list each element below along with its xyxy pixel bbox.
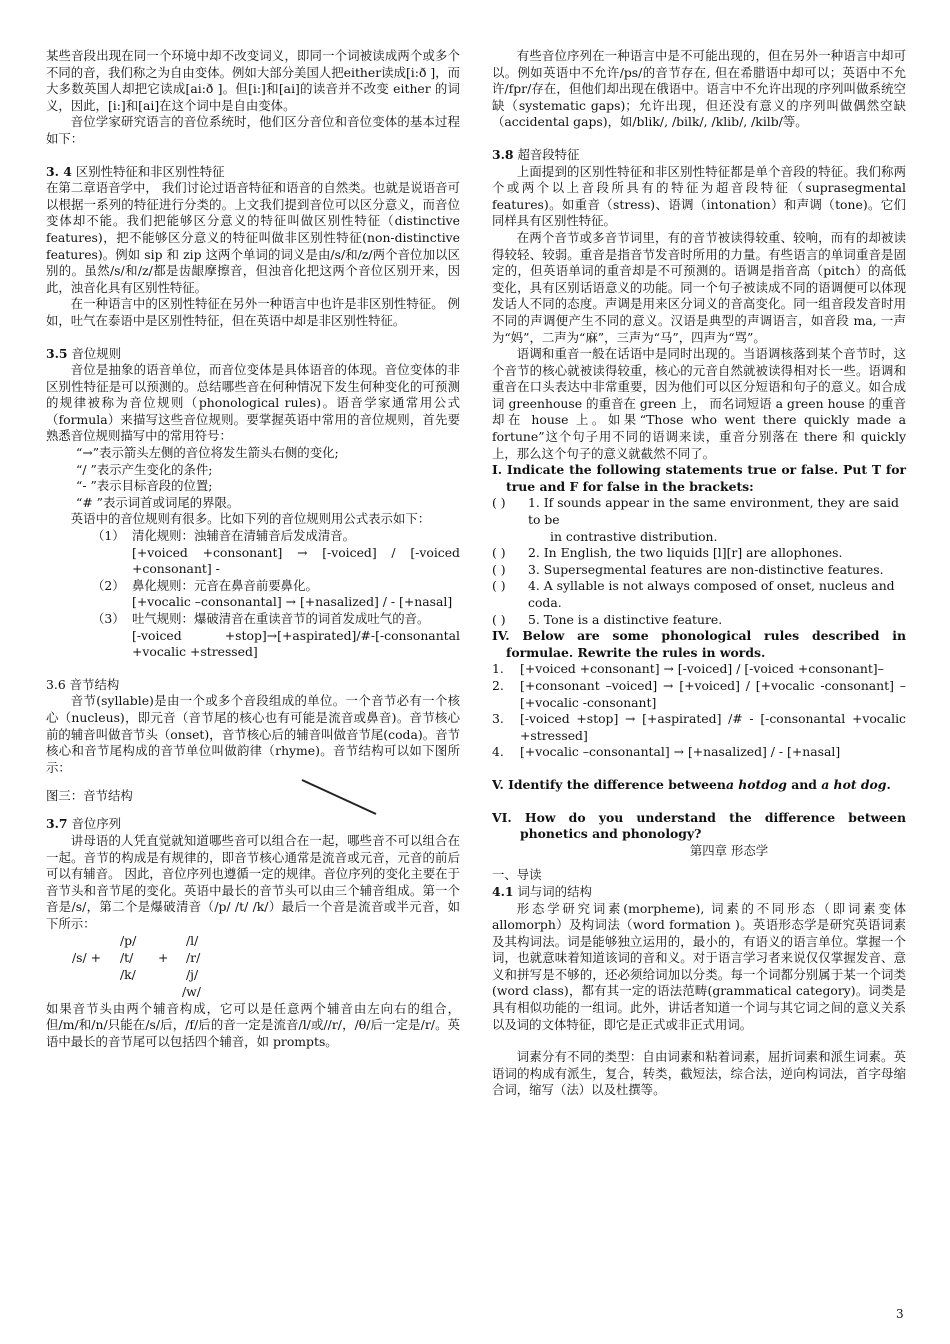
chapter-4-title: 第四章 形态学 bbox=[689, 842, 769, 858]
symbol-dash: “- ”表示目标音段的位置; bbox=[76, 478, 213, 494]
true-false-item: ( ) 5. Tone is a distinctive feature. bbox=[492, 611, 723, 627]
section-4-1-heading: 4.1 词与词的结构 bbox=[492, 883, 592, 899]
section-3-5-paragraph-2: 英语中的音位规则有很多。比如下列的音位规则用公式表示如下： bbox=[70, 511, 431, 527]
symbol-arrow: “→”表示箭头左侧的音位将发生箭头右侧的变化; bbox=[76, 445, 339, 461]
section-4-1-paragraph-2: 词素分有不同的类型：自由词素和粘着词素，屈折词素和派生词素。英语词的构成有派生，复合，转类，截短法，综合法，逆向构词法，首字母缩合词，缩写（法）以及杜撰等。 bbox=[492, 1049, 906, 1098]
figure-syllable-structure bbox=[46, 776, 460, 816]
figure-caption: 图三：音节结构 bbox=[46, 788, 133, 804]
exercise-6-heading: VI. How do you understand the difference between phonetics and phonology? bbox=[492, 809, 906, 842]
symbol-slash: “/ ”表示产生变化的条件; bbox=[76, 461, 213, 477]
section-3-4-heading: 3. 4 区别性特征和非区别性特征 bbox=[46, 163, 225, 179]
right-column bbox=[492, 48, 906, 1099]
true-false-item: ( ) 1. If sounds appear in the same environment, they are said to be in contrastive distribution. bbox=[492, 495, 899, 544]
rule-item: （1） 清化规则：浊辅音在清辅音后发成清音。 [+voiced +consonant] → [-voiced] / [-voiced +consonant] - bbox=[92, 528, 460, 577]
rule-list bbox=[78, 528, 460, 661]
figure-line bbox=[300, 776, 380, 816]
section-3-7-paragraph-1: 讲母语的人凭直觉就知道哪些音可以组合在一起，哪些音不可以组合在一起。音节的构成是有规律的，即音节核心通常是流音或元音，元音的前后可以有辅音。 因此，音位序列也遵循一定的规律。音位序列的变化主要在于音节头和音节尾的变化。英语中最长的音节头可以由三个辅音组成。第一个音是/s/，第二个是爆破清音（/p/ /t/ /k/）最后一个音是流音或半元音，如下所示： bbox=[46, 832, 460, 931]
section-3-5-paragraph-1: 音位是抽象的语音单位，而音位变体是具体语音的体现。音位变体的非区别性特征是可以预测的。总结哪些音在何种情况下发生何种变化的可预测的规律被称为音位规则（phonological rules)。语音学家通常用公式（formula）来描写这些音位规则。要掌握英语中常用的音位规则，首先要熟悉音位规则描写中的常用符号： bbox=[46, 362, 460, 444]
symbol-hash: “# ”表示词首或词尾的界限。 bbox=[76, 494, 240, 510]
left-column bbox=[46, 48, 460, 1050]
section-4-1-paragraph-1: 形态学研究词素(morpheme), 词素的不同形态（即词素变体allomorph）及构词法（word formation )。英语形态学是研究英语词素及其构词法。词是能够独立运用的，最小的，有语义的语言单位。掌握一个词，也就意味着知道该词的音和义。对于语言学习者来说仅仅掌握发音、意义和拼写是不够的，还必须给词加以分类。每一个词都分别属于某一个词类(word class)，都有其一定的语法范畴(grammatical category)。词类是具有相似功能的一组词。此外，讲话者知道一个词与其它词之间的意义关系以及词的文体特征，即它是正式或非正式用词。 bbox=[492, 900, 906, 1032]
section-3-4-paragraph-2: 在一种语言中的区别性特征在另外一种语言中也许是非区别性特征。 例如，吐气在泰语中是区别性特征，但在英语中却是非区别性特征。 bbox=[46, 296, 460, 328]
section-3-5-heading: 3.5 音位规则 bbox=[46, 345, 122, 361]
onset-sequence-diagram: /p/ /s/ + /t/ /k/ + /l/ /r/ /j/ /w/ bbox=[72, 932, 201, 999]
section-3-6-paragraph: 音节(syllable)是由一个或多个音段组成的单位。一个音节必有一个核心（nucleus)，即元音（音节尾的核心也有可能是流音或鼻音)。音节核心前的辅音叫做音节头（onset)，音节核心后的辅音叫做音节尾(coda)。音节核心和音节尾构成的音节单位叫做韵律（rhyme)。音节结构可以如下图所示： bbox=[46, 693, 460, 775]
section-3-8-paragraph-2: 在两个音节或多音节词里，有的音节被读得较重、较响，而有的却被读得较轻、较弱。重音是指音节发音时所用的力量。有些语言的单词重音是固定的，但英语单词的重音却是不可预测的。语调是指音高（pitch）的高低变化，具有区别话语意义的功能。同一个句子被读成不同的语调便可以体现发话人不同的态度。声调是用来区分词义的音高变化。同一组音段发音时用不同的声调便产生不同的意义。汉语是典型的声调语言，如音段 ma, 一声为“妈”，二声为“麻”，三声为“马”，四声为“骂”。 bbox=[492, 229, 906, 345]
page-number: 3 bbox=[896, 1307, 904, 1321]
exercise-4-heading: IV. Below are some phonological rules described in formulae. Rewrite the rules in words. bbox=[492, 628, 906, 660]
rewrite-list bbox=[492, 661, 906, 761]
true-false-list bbox=[492, 495, 906, 628]
exercise-5-heading: V. Identify the difference betweena hotdog and a hot dog. bbox=[492, 776, 891, 792]
true-false-item: ( ) 4. A syllable is not always composed of onset, nucleus and coda. bbox=[492, 578, 895, 610]
rewrite-item: 1. [+voiced +consonant] → [-voiced] / [-voiced +consonant]– bbox=[492, 661, 884, 677]
exercise-1-heading: I. Indicate the following statements true or false. Put T for true and F for false in the brackets: bbox=[492, 462, 906, 494]
section-3-8-paragraph-3: 语调和重音一般在话语中是同时出现的。当语调核落到某个音节时，这个音节的核心就被读得较重，核心的元音自然就被读得相对长一些。语调和重音在口头表达中非常重要，因为他们可以区分短语和句子的意义。如合成词 greenhouse 的重音在 green 上， 而名词短语 a green house 的重音却在 house 上。如果“Those who went there quickly made a fortune”这个句子用不同的语调来读，重音分别落在 there 和 quickly 上，那么这个句子的意义就截然不同了。 bbox=[492, 346, 906, 461]
rewrite-item: 4. [+vocalic –consonantal] → [+nasalized] / - [+nasal] bbox=[492, 744, 841, 760]
intro-heading: 一、导读 bbox=[492, 867, 542, 883]
rewrite-item: 3. [-voiced +stop] → [+aspirated] /# - [-consonantal +vocalic +stressed] bbox=[492, 711, 906, 743]
rewrite-item: 2. [+consonant –voiced] → [+voiced] / [+vocalic -consonant] –[+vocalic -consonant] bbox=[492, 677, 906, 710]
paragraph-gaps: 有些音位序列在一种语言中是不可能出现的，但在另外一种语言中却可以。例如英语中不允许/ps/的音节存在, 但在希腊语中却可以；英语中不允许/fpr/存在，但他们却出现在俄语中。语言中不允许出现的序列叫做系统空缺（systematic gaps)；允许出现，但还没有意义的序列叫做偶然空缺（accidental gaps)，如/blik/, /bilk/, /klib/, /kilb/等。 bbox=[492, 48, 906, 130]
paragraph-free-variants: 某些音段出现在同一个环境中却不改变词义，即同一个词被读成两个或多个不同的音，我们称之为自由变体。例如大部分美国人把either读成[i:ð ]，而大多数英国人却把它读成[ai:ð ]。但[i:]和[ai]的读音并不改变 either 的词义，因此，[i:]和[ai]在这个词中是自由变体。 bbox=[46, 48, 460, 113]
paragraph-process: 音位学家研究语言的音位系统时，他们区分音位和音位变体的基本过程如下： bbox=[46, 114, 460, 146]
section-3-8-heading: 3.8 超音段特征 bbox=[492, 146, 580, 162]
section-3-4-paragraph-1: 在第二章语音学中， 我们讨论过语音特征和语音的自然类。也就是说语音可以根据一系列的特征进行分类的。上文我们提到音位可以区分意义，而音位变体却不能。我们把能够区分意义的特征叫做区别性特征（distinctive features)，把不能够区分意义的特征叫做非区别性特征(non-distinctive features)。例如 sip 和 zip 这两个单词的词义是由/s/和/z/两个音位加以区别的。虽然/s/和/z/都是齿龈摩擦音，但浊音化把这两个音位区别开来，因此，浊音化具有区别性特征。 bbox=[46, 180, 460, 295]
rule-item: （2） 鼻化规则：元音在鼻音前要鼻化。 [+vocalic –consonantal] → [+nasalized] / - [+nasal] bbox=[92, 577, 453, 610]
section-3-7-heading: 3.7 音位序列 bbox=[46, 816, 122, 832]
section-3-8-paragraph-1: 上面提到的区别性特征和非区别性特征都是单个音段的特征。我们称两个或两个以上音段所具有的特征为超音段特征（suprasegmental features)。如重音（stress)、语调（intonation）和声调（tone)。它们同样具有区别性特征。 bbox=[492, 163, 906, 229]
section-3-6-heading: 3.6 音节结构 bbox=[46, 676, 120, 692]
section-3-7-paragraph-2: 如果音节头由两个辅音构成，它可以是任意两个辅音由左向右的组合， 但/m/和/n/只能在/s/后，/f/后的音一定是流音/l/或//r/，/θ/后一定是/r/。英语中最长的音节尾可以包括四个辅音，如 prompts。 bbox=[46, 1000, 460, 1049]
true-false-item: ( ) 3. Supersegmental features are non-distinctive features. bbox=[492, 561, 884, 577]
true-false-item: ( ) 2. In English, the two liquids [l][r] are allophones. bbox=[492, 545, 843, 561]
rule-item: （3） 吐气规则：爆破清音在重读音节的词首发成吐气的音。 [-voiced +stop]→[+aspirated]/#-[-consonantal +vocalic +stressed] bbox=[92, 611, 460, 660]
